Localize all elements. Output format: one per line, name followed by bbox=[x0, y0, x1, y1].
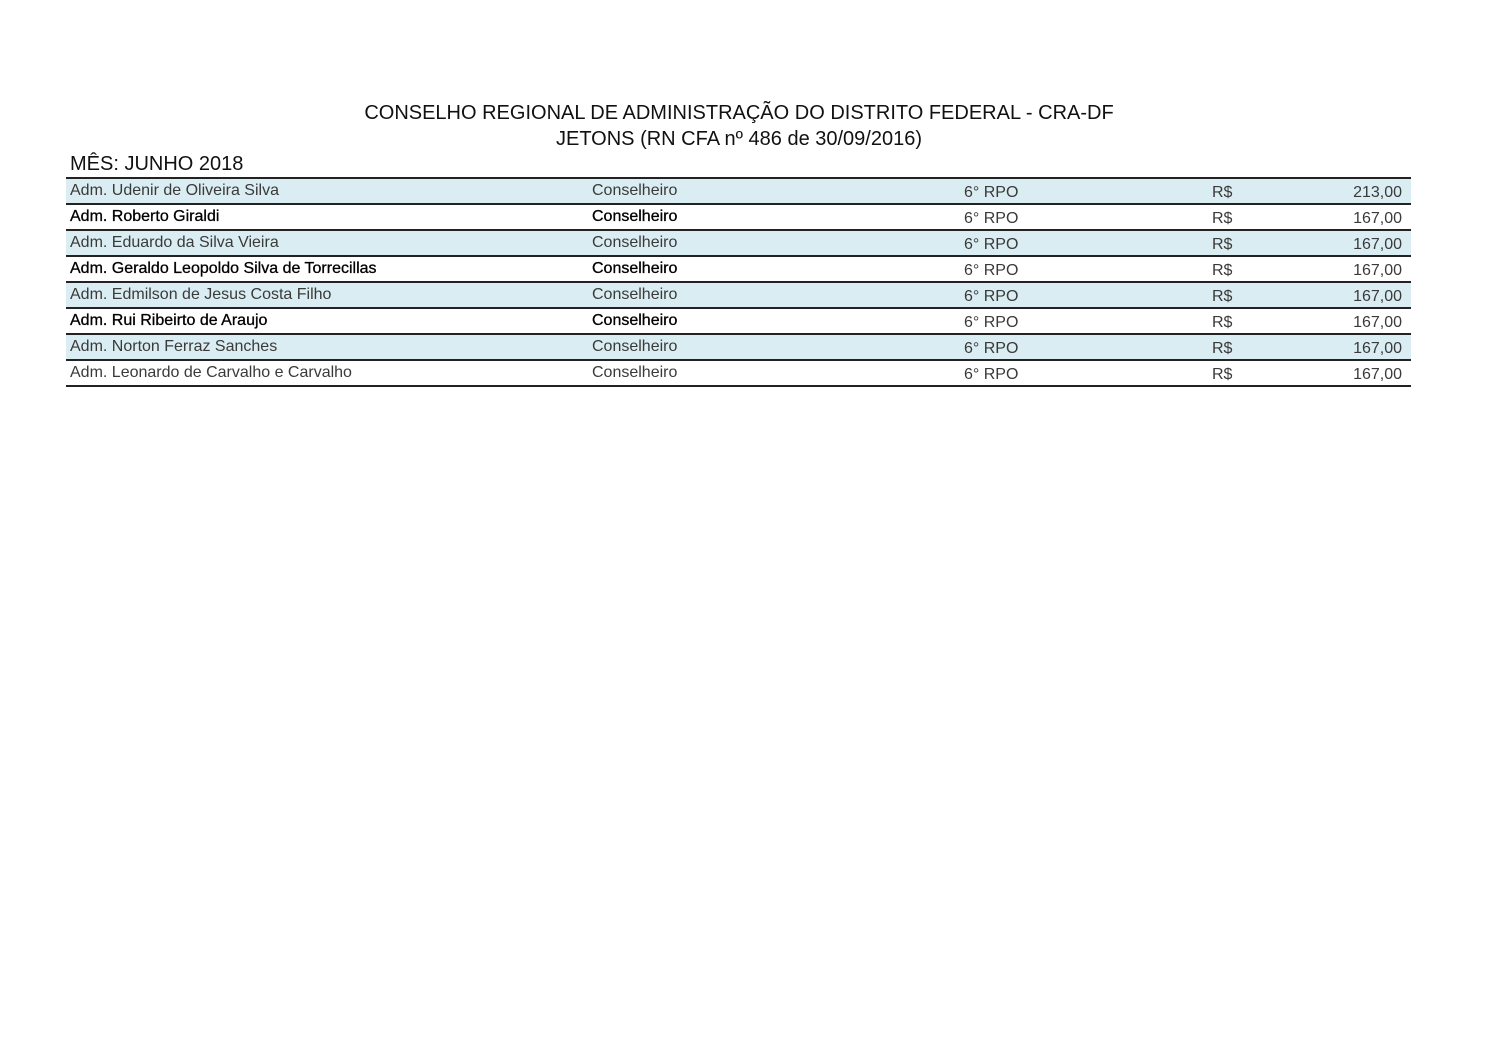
member-rpo: 6° RPO bbox=[964, 366, 1019, 383]
jeton-value: 167,00 bbox=[1353, 210, 1402, 227]
jeton-value: 213,00 bbox=[1353, 184, 1402, 201]
currency-symbol: R$ bbox=[1212, 340, 1233, 357]
table-row bbox=[66, 231, 1411, 257]
member-role: Conselheiro bbox=[592, 338, 678, 355]
member-rpo: 6° RPO bbox=[964, 262, 1019, 279]
currency-symbol: R$ bbox=[1212, 184, 1233, 201]
jeton-value: 167,00 bbox=[1353, 340, 1402, 357]
jeton-value: 167,00 bbox=[1353, 314, 1402, 331]
member-name: Adm. Geraldo Leopoldo Silva de Torrecillas bbox=[70, 260, 377, 277]
currency-symbol: R$ bbox=[1212, 210, 1233, 227]
month-label: MÊS: JUNHO 2018 bbox=[70, 153, 244, 175]
member-rpo: 6° RPO bbox=[964, 184, 1019, 201]
jeton-value: 167,00 bbox=[1353, 288, 1402, 305]
title-line-1: CONSELHO REGIONAL DE ADMINISTRAÇÃO DO DISTRITO FEDERAL - CRA-DF bbox=[364, 102, 1114, 124]
member-name: Adm. Udenir de Oliveira Silva bbox=[70, 182, 279, 199]
currency-symbol: R$ bbox=[1212, 288, 1233, 305]
table-row bbox=[66, 309, 1411, 335]
table-row bbox=[66, 257, 1411, 283]
member-role: Conselheiro bbox=[592, 260, 678, 277]
table-row bbox=[66, 335, 1411, 361]
table-row bbox=[66, 205, 1411, 231]
member-role: Conselheiro bbox=[592, 364, 678, 381]
jetons-table bbox=[66, 177, 1411, 387]
member-rpo: 6° RPO bbox=[964, 340, 1019, 357]
title-line-2: JETONS (RN CFA nº 486 de 30/09/2016) bbox=[555, 128, 922, 150]
member-rpo: 6° RPO bbox=[964, 288, 1019, 305]
member-role: Conselheiro bbox=[592, 312, 678, 329]
member-rpo: 6° RPO bbox=[964, 314, 1019, 331]
member-role: Conselheiro bbox=[592, 182, 678, 199]
currency-symbol: R$ bbox=[1212, 236, 1233, 253]
currency-symbol: R$ bbox=[1212, 262, 1233, 279]
currency-symbol: R$ bbox=[1212, 366, 1233, 383]
member-name: Adm. Leonardo de Carvalho e Carvalho bbox=[70, 364, 352, 381]
jeton-value: 167,00 bbox=[1353, 236, 1402, 253]
member-role: Conselheiro bbox=[592, 286, 678, 303]
member-rpo: 6° RPO bbox=[964, 236, 1019, 253]
currency-symbol: R$ bbox=[1212, 314, 1233, 331]
table-row bbox=[66, 283, 1411, 309]
jeton-value: 167,00 bbox=[1353, 262, 1402, 279]
member-name: Adm. Roberto Giraldi bbox=[70, 208, 220, 225]
member-name: Adm. Rui Ribeirto de Araujo bbox=[70, 312, 268, 329]
member-role: Conselheiro bbox=[592, 234, 678, 251]
jeton-value: 167,00 bbox=[1353, 366, 1402, 383]
document-title bbox=[0, 100, 1478, 152]
member-name: Adm. Edmilson de Jesus Costa Filho bbox=[70, 286, 332, 303]
table-row bbox=[66, 361, 1411, 387]
member-name: Adm. Norton Ferraz Sanches bbox=[70, 338, 278, 355]
table-row bbox=[66, 179, 1411, 205]
member-name: Adm. Eduardo da Silva Vieira bbox=[70, 234, 279, 251]
member-role: Conselheiro bbox=[592, 208, 678, 225]
member-rpo: 6° RPO bbox=[964, 210, 1019, 227]
